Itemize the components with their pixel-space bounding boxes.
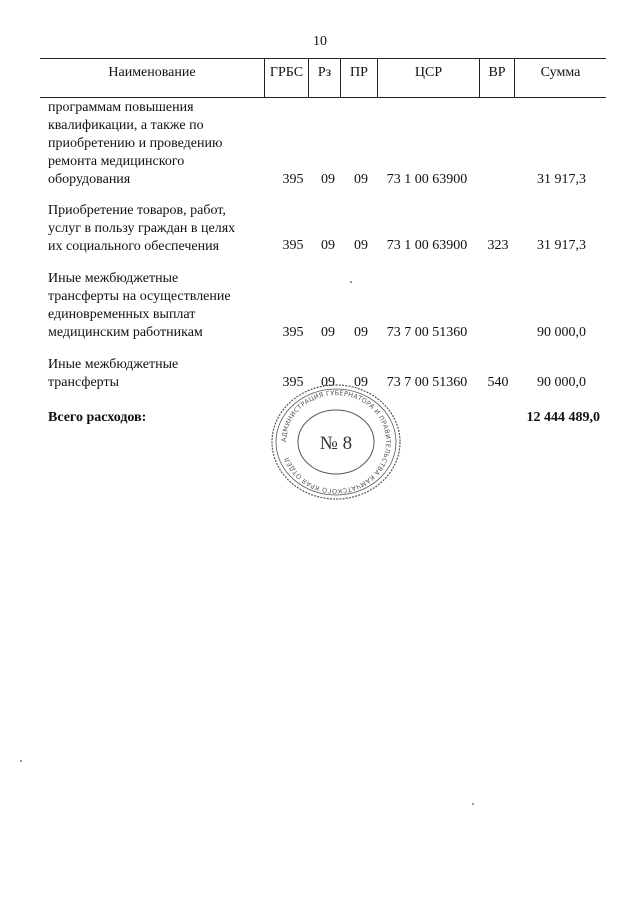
row-grbs: 395 (282, 238, 304, 253)
row-name (48, 202, 258, 256)
row-sum: 31 917,3 (537, 172, 586, 187)
scan-speck (472, 803, 474, 805)
row-grbs: 395 (282, 325, 304, 340)
row-vr: 323 (487, 238, 509, 253)
header-grbs: ГРБС (264, 59, 308, 97)
header-vr: ВР (479, 59, 514, 97)
row-sum: 90 000,0 (537, 375, 586, 390)
row-name-line: медицинским работникам (48, 325, 203, 340)
row-name-line: трансферты на осуществление (48, 289, 231, 304)
scan-speck (350, 281, 352, 283)
row-name-line: ремонта медицинского (48, 154, 185, 169)
row-csr: 73 1 00 63900 (386, 238, 468, 253)
row-rz: 09 (321, 172, 335, 187)
total-label: Всего расходов: (48, 410, 147, 425)
row-name-line: Иные межбюджетные (48, 271, 179, 286)
header-rz: Рз (308, 59, 340, 97)
office-stamp (269, 382, 403, 502)
stamp-number: № 8 (319, 433, 353, 454)
row-name-line: услуг в пользу граждан в целях (48, 221, 236, 236)
header-name: Наименование (108, 65, 196, 80)
header-pr: ПР (340, 59, 377, 97)
table-header (40, 58, 606, 98)
row-sum: 31 917,3 (537, 238, 586, 253)
page-number: 10 (313, 34, 327, 49)
row-vr: 540 (487, 375, 509, 390)
row-name-line: оборудования (48, 172, 131, 187)
row-pr: 09 (354, 375, 368, 390)
scan-speck (20, 760, 22, 762)
row-csr: 73 7 00 51360 (386, 325, 468, 340)
row-csr: 73 7 00 51360 (386, 375, 468, 390)
row-name-line: приобретению и проведению (48, 136, 223, 151)
row-name-line: единовременных выплат (48, 307, 196, 322)
row-grbs: 395 (282, 375, 304, 390)
row-csr: 73 1 00 63900 (386, 172, 468, 187)
row-name-line: их социального обеспечения (48, 239, 220, 254)
total-value: 12 444 489,0 (526, 410, 600, 425)
row-name (48, 270, 258, 342)
row-name-line: трансферты (48, 375, 120, 390)
row-name-line: Приобретение товаров, работ, (48, 203, 226, 218)
row-name-line: Иные межбюджетные (48, 357, 179, 372)
row-rz: 09 (321, 375, 335, 390)
row-grbs: 395 (282, 172, 304, 187)
row-rz: 09 (321, 238, 335, 253)
header-csr: ЦСР (377, 59, 479, 97)
row-name-line: программам повышения (48, 100, 194, 115)
row-rz: 09 (321, 325, 335, 340)
row-pr: 09 (354, 172, 368, 187)
header-sum: Сумма (514, 59, 606, 97)
row-name-line: квалификации, а также по (48, 118, 204, 133)
row-pr: 09 (354, 238, 368, 253)
row-pr: 09 (354, 325, 368, 340)
row-name (48, 356, 258, 392)
stamp-ring-text: АДМИНИСТРАЦИЯ ГУБЕРНАТОРА И ПРАВИТЕЛЬСТВА КАМЧАТСКОГО КРАЯ ОТДЕЛ (279, 388, 393, 496)
row-sum: 90 000,0 (537, 325, 586, 340)
row-name (48, 99, 258, 189)
